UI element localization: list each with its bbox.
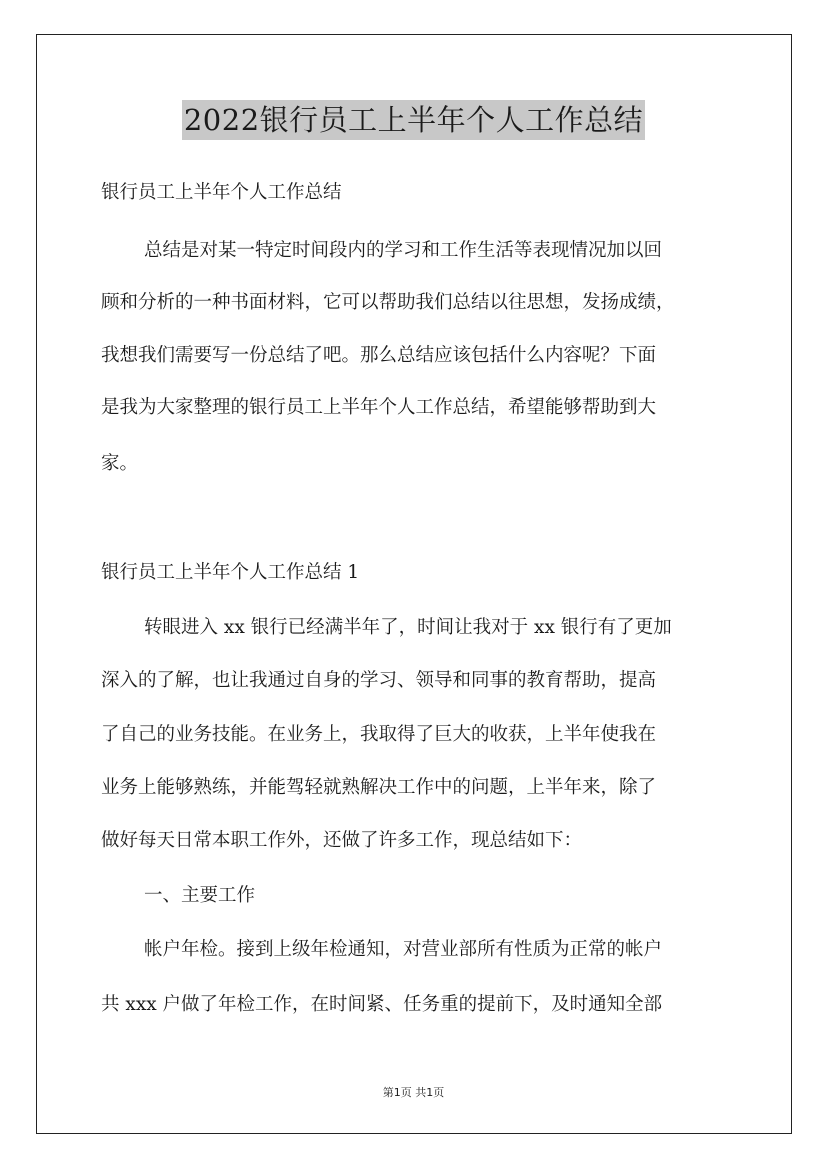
paragraph-line: 帐户年检。接到上级年检通知，对营业部所有性质为正常的帐户 (144, 939, 663, 960)
paragraph-line: 共 xxx 户做了年检工作，在时间紧、任务重的提前下，及时通知全部 (101, 994, 663, 1015)
paragraph-line: 业务上能够熟练，并能驾轻就熟解决工作中的问题，上半年来，除了 (101, 777, 657, 798)
title-container (0, 100, 827, 140)
paragraph-line: 顾和分析的一种书面材料，它可以帮助我们总结以往思想，发扬成绩， (101, 292, 675, 313)
paragraph-line: 是我为大家整理的银行员工上半年个人工作总结，希望能够帮助到大 (101, 397, 657, 418)
section-heading: 银行员工上半年个人工作总结 1 (101, 562, 360, 583)
subsection-heading: 一、主要工作 (144, 885, 256, 906)
section-heading: 银行员工上半年个人工作总结 (101, 182, 342, 203)
paragraph-line: 家。 (101, 453, 139, 474)
document-title: 2022银行员工上半年个人工作总结 (182, 100, 645, 140)
paragraph-line: 做好每天日常本职工作外，还做了许多工作，现总结如下： (101, 830, 583, 851)
paragraph-line: 总结是对某一特定时间段内的学习和工作生活等表现情况加以回 (144, 240, 663, 261)
page-footer: 第1页 共1页 (382, 1086, 445, 1099)
paragraph-line: 转眼进入 xx 银行已经满半年了，时间让我对于 xx 银行有了更加 (144, 617, 672, 638)
paragraph-line: 我想我们需要写一份总结了吧。那么总结应该包括什么内容呢？下面 (101, 345, 657, 366)
paragraph-line: 深入的了解，也让我通过自身的学习、领导和同事的教育帮助，提高 (101, 670, 657, 691)
paragraph-line: 了自己的业务技能。在业务上，我取得了巨大的收获，上半年使我在 (101, 724, 657, 745)
